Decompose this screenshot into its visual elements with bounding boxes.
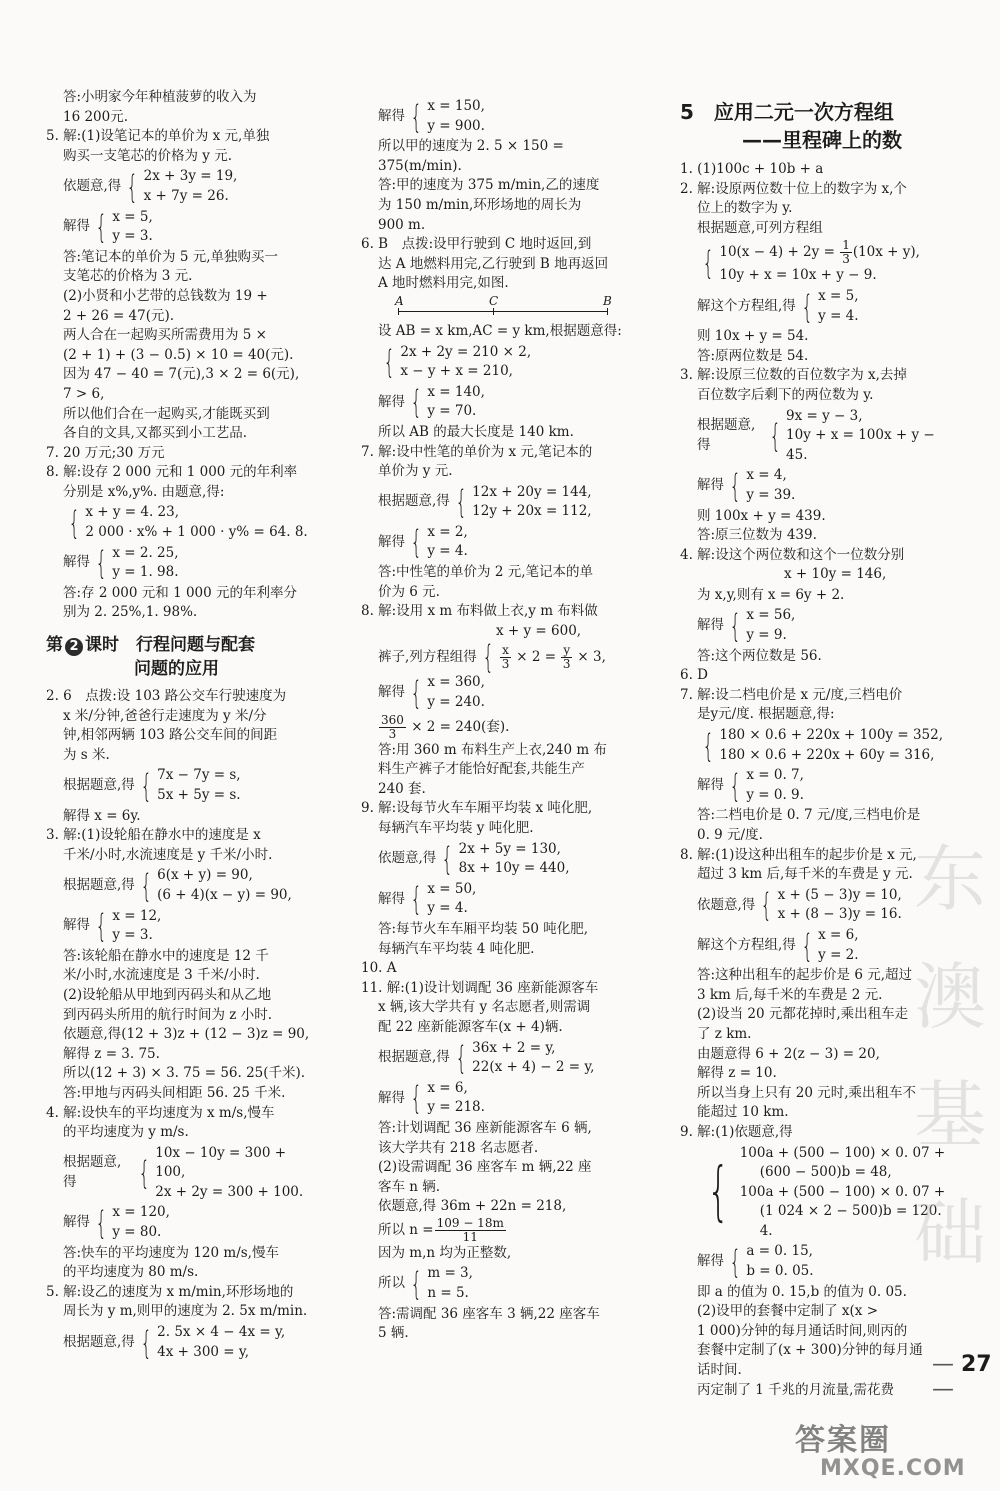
text-line: 8. 解:设用 x m 布料做上衣,y m 布料做 (361, 603, 598, 620)
text-line: 答:中性笔的单价为 2 元,笔记本的单 (378, 564, 594, 581)
point-label-c: C (489, 293, 499, 308)
text-line: 为 150 m/min,环形场地的周长为 (378, 196, 582, 213)
text-line: 所以(12 + 3) × 3. 75 = 56. 25(千米). (63, 1065, 306, 1082)
chapter-title: 5 应用二元一次方程组 ——里程碑上的数 (680, 100, 902, 152)
text-line: 各自的文具,又都买到小工艺品. (63, 425, 248, 442)
equation-system: 解得 { x = 140, y = 70. (378, 383, 485, 422)
text-line: 到丙码头所用的航行时间为 z 小时. (63, 1006, 272, 1023)
text-line: 支笔芯的价格为 3 元. (63, 268, 193, 285)
text-line: x + 10y = 146, (784, 566, 887, 583)
text-line: 答:该轮船在静水中的速度是 12 千 (63, 947, 269, 964)
text-line: 答:原三位数为 439. (697, 527, 817, 544)
equation-system: 解得 { x = 2, y = 4. (378, 523, 468, 562)
equation-system: 解得 { x = 360, y = 240. (378, 674, 485, 713)
lesson-number-badge: 2 (65, 638, 83, 656)
text-line: x + y = 600, (496, 622, 582, 639)
site-logo-url: MXQE.COM (820, 1456, 966, 1481)
text-line: 0. 9 元/度. (697, 827, 763, 843)
text-line: 8. 解:(1)设这种出租车的起步价是 x 元, (680, 846, 917, 863)
equation-system: 根据题意,得 { 7x − 7y = s, 5x + 5y = s. (63, 767, 241, 805)
text-line: 6. B 点拨:设甲行驶到 C 地时返回,到 (361, 236, 592, 253)
text-line: 为 s 米. (63, 746, 110, 763)
equation-system: 依题意,得 { 2x + 5y = 130, 8x + 10y = 440, (378, 840, 570, 879)
text-line: 4. 解:设快车的平均速度为 x m/s,慢车 (46, 1104, 275, 1121)
text-line: 分别是 x%,y%. 由题意,得: (63, 483, 225, 500)
text-line: (2)设轮船从甲地到丙码头和从乙地 (63, 986, 272, 1003)
page-number: — 27 — (932, 1352, 992, 1402)
text-line: 7 > 6, (63, 385, 105, 402)
equation-system: 解得 { x = 120, y = 80. (63, 1204, 170, 1243)
fraction: $\frac{1}{3}$ (842, 238, 850, 267)
text-line: 8. 解:设存 2 000 元和 1 000 元的年利率 (46, 464, 298, 481)
column-2 (361, 96, 630, 1344)
text-line: 答:这种出租车的起步价是 6 元,超过 (697, 967, 913, 984)
equation-system: { 10(x − 4) + 2y = $\frac{1}{3}$ (10x + y), 10y + x = 10x + y − 9. (702, 238, 920, 284)
text-line: 所以当身上只有 20 元时,乘出租车不 (697, 1084, 917, 1101)
text-line: (2)小贤和小艺带的总钱数为 19 + (63, 287, 268, 304)
equation-system: 根据题意,得 { 9x = y − 3, 10y + x = 100x + y − 45. (697, 407, 935, 463)
fraction: $\frac{360}{3}$ (381, 712, 404, 741)
text-line: 丙定制了 1 千兆的月流量,需花费 (697, 1381, 894, 1398)
text-line: 5. 解:(1)设笔记本的单价为 x 元,单独 (46, 128, 270, 145)
text-line: 达 A 地燃料用完,乙行驶到 B 地再返回 (378, 255, 609, 272)
text-line: 3. 解:(1)设轮船在静水中的速度是 x (46, 827, 261, 844)
equation-system: 根据题意,得 { 10x − 10y = 300 + 100, 2x + 2y = 300 + 100. (63, 1144, 304, 1200)
text-line: (2 + 1) + (3 − 0.5) × 10 = 40(元). (63, 346, 294, 363)
text-line: 即 a 的值为 0. 15,b 的值为 0. 05. (697, 1283, 907, 1300)
text-line: A 地时燃料用完,如图. (378, 275, 509, 292)
text-line: 了 z km. (697, 1025, 752, 1042)
text-line: 每辆汽车平均装 y 吨化肥. (378, 820, 534, 836)
text-line: 是y元/度. 根据题意,得: (697, 706, 835, 723)
equation-system: 解得 { x = 0. 7, y = 0. 9. (697, 766, 804, 805)
text-line: 所以他们合在一起购买,才能既买到 (63, 405, 270, 422)
equation-system: 解得 { x = 150, y = 900. (378, 97, 485, 136)
text-line: 所以 n = $\frac{109 - 18m}{11}$ (378, 1215, 504, 1244)
text-line: 16 200元. (63, 108, 129, 125)
watermark: 东澳基础 (914, 837, 987, 1275)
text-line: 能超过 10 km. (697, 1104, 789, 1121)
text-line: 240 套. (378, 780, 426, 797)
text-line: 该大学共有 218 名志愿者. (378, 1139, 539, 1156)
equation-system: 裤子,列方程组得 { $\frac{x}{3}$ × 2 = $\frac{y}{3}$ × 3, (378, 638, 606, 677)
text-line: 依题意,得 36m + 22n = 218, (378, 1198, 567, 1215)
equation-system: 解得 { a = 0. 15, b = 0. 05. (697, 1243, 814, 1282)
text-line: 答:二档电价是 0. 7 元/度,三档电价是 (697, 807, 921, 824)
text-line: 375(m/min). (378, 157, 462, 174)
text-line: 所以 AB 的最大长度是 140 km. (378, 423, 574, 440)
text-line: 2 + 26 = 47(元). (63, 307, 175, 324)
equation-system: 解得 { x = 4, y = 39. (697, 466, 796, 505)
equation-system: { x + y = 4. 23, 2 000 · x% + 1 000 · y% = 64. 8. (68, 504, 308, 543)
text-line: 4. 解:设这个两位数和这个一位数分别 (680, 546, 905, 563)
text-line: 3 km 后,每千米的车费是 2 元. (697, 986, 883, 1003)
text-line: 7. 解:设中性笔的单价为 x 元,笔记本的 (361, 443, 593, 460)
segment-line (398, 311, 608, 312)
text-line: 米/小时,水流速度是 3 千米/小时. (63, 967, 260, 984)
text-line: 7. 解:设二档电价是 x 元/度,三档电价 (680, 686, 903, 703)
text-line: $\frac{360}{3}$ × 2 = 240(套). (381, 712, 510, 741)
text-line: 则 10x + y = 54. (697, 328, 809, 345)
text-line: 9. 解:设每节火车车厢平均装 x 吨化肥, (361, 800, 593, 817)
text-line: 超过 3 km 后,每千米的车费是 y 元. (697, 866, 913, 883)
text-line: 11. 解:(1)设计划调配 36 座新能源客车 (361, 979, 599, 996)
text-line: 每辆汽车平均装 4 吨化肥. (378, 940, 535, 957)
equation-system: 解得 { x = 5, y = 3. (63, 208, 153, 247)
text-line: 购买一支笔芯的价格为 y 元. (63, 147, 233, 164)
text-line: 的平均速度为 80 m/s. (63, 1264, 199, 1281)
equation-system: 解得 { x = 6, y = 218. (378, 1079, 485, 1118)
text-line: (2)设甲的套餐中定制了 x(x > (697, 1303, 879, 1320)
text-line: 7. 20 万元;30 万元 (46, 444, 165, 461)
equation-system: { 180 × 0.6 + 220x + 100y = 352, 180 × 0.6 + 220x + 60y = 316, (702, 726, 944, 765)
text-line: 所以甲的速度为 2. 5 × 150 = (378, 138, 564, 155)
equation-system: 依题意,得 { 2x + 3y = 19, x + 7y = 26. (63, 167, 238, 206)
equation-system: 依题意,得 { x + (5 − 3)y = 10, x + (8 − 3)y = 16. (697, 886, 902, 925)
text-line: 2. 6 点拨:设 103 路公交车行驶速度为 (46, 688, 287, 705)
text-line: 答:这个两位数是 56. (697, 647, 822, 664)
text-line: 10. A (361, 960, 397, 977)
text-line: 解得 x = 6y. (63, 807, 141, 824)
text-line: 配 22 座新能源客车(x + 4)辆. (378, 1018, 563, 1035)
text-line: 单价为 y 元. (378, 463, 453, 480)
equation-system: 根据题意,得 { 2. 5x × 4 − 4x = y, 4x + 300 = y, (63, 1323, 286, 1362)
text-line: 周长为 y m,则甲的速度为 2. 5x m/min. (63, 1303, 308, 1320)
equation-system: 根据题意,得 { 6(x + y) = 90, (6 + 4)(x − y) = 90, (63, 866, 292, 905)
text-line: 别为 2. 25%,1. 98%. (63, 604, 198, 621)
text-line: 1. (1)100c + 10b + a (680, 161, 824, 177)
text-line: 答:需调配 36 座客车 3 辆,22 座客车 (378, 1305, 600, 1322)
point-label-b: B (603, 293, 612, 308)
equation-system: 解得 { x = 2. 25, y = 1. 98. (63, 544, 179, 583)
text-line: 2. 解:设原两位数十位上的数字为 x,个 (680, 180, 907, 197)
text-line: x 辆,该大学共有 y 名志愿者,则需调 (378, 999, 591, 1016)
equation-system: 根据题意,得 { 36x + 2 = y, 22(x + 4) − 2 = y, (378, 1039, 595, 1078)
equation-system: { 2x + 2y = 210 × 2, x − y + x = 210, (383, 343, 532, 382)
column-1 (46, 88, 316, 1363)
text-line: 答:笔记本的单价为 5 元,单独购买一 (63, 248, 279, 265)
text-line: 价为 6 元. (378, 583, 440, 600)
text-line: 答:甲的速度为 375 m/min,乙的速度 (378, 177, 600, 194)
text-line: 答:每节火车车厢平均装 50 吨化肥, (378, 920, 589, 937)
equation-system: 解得 { x = 50, y = 4. (378, 880, 477, 919)
equation-system: 解得 { x = 12, y = 3. (63, 907, 162, 946)
column-3 (680, 98, 948, 1400)
text-line: 位上的数字为 y. (697, 200, 793, 217)
segment-diagram (395, 293, 612, 322)
text-line: 答:小明家今年种植菠萝的收入为 (63, 89, 257, 105)
text-line: 客车 n 辆. (378, 1178, 441, 1195)
text-line: (2)设需调配 36 座客车 m 辆,22 座 (378, 1159, 592, 1176)
text-line: 料生产裤子才能恰好配套,共能生产 (378, 761, 585, 778)
text-line: 答:存 2 000 元和 1 000 元的年利率分 (63, 584, 298, 601)
text-line: 答:计划调配 36 座新能源客车 6 辆, (378, 1119, 592, 1136)
text-line: 则 100x + y = 439. (697, 507, 826, 524)
point-label-a: A (395, 293, 404, 308)
text-line: 5. 解:设乙的速度为 x m/min,环形场地的 (46, 1283, 294, 1300)
equation-system: 解这个方程组,得 { x = 6, y = 2. (697, 926, 859, 965)
site-logo: 答案圈 (795, 1423, 891, 1458)
text-line: 解得 z = 10. (697, 1065, 777, 1082)
text-line: 3. 解:设原三位数的百位数字为 x,去掉 (680, 367, 907, 384)
text-line: 答:快车的平均速度为 120 m/s,慢车 (63, 1244, 279, 1261)
text-line: 5 辆. (378, 1325, 409, 1342)
text-line: 解得 z = 3. 75. (63, 1045, 160, 1062)
text-line: 钟,相邻两辆 103 路公交车间的间距 (63, 727, 278, 744)
text-line: 千米/小时,水流速度是 y 千米/小时. (63, 846, 273, 863)
text-line: 900 m. (378, 216, 426, 233)
text-line: 设 AB = x km,AC = y km,根据题意得: (378, 322, 622, 339)
equation-system: 为 x,y,则有 x = 6y + 2. (697, 586, 845, 603)
equation-system: 根据题意,得 { 12x + 20y = 144, 12y + 20x = 112, (378, 483, 592, 522)
text-line: x 米/分钟,爸爸行走速度为 y 米/分 (63, 707, 267, 724)
equation-system: 所以 { m = 3, n = 5. (378, 1265, 473, 1304)
text-line: 的平均速度为 y m/s. (63, 1124, 189, 1141)
fraction: $\frac{109 - 18m}{11}$ (436, 1215, 504, 1244)
section-title: 第 2 课时 行程问题与配套 问题的应用 (46, 635, 255, 680)
text-line: 由题意得 6 + 2(z − 3) = 20, (697, 1045, 880, 1062)
text-line: 9. 解:(1)依题意,得 (680, 1123, 793, 1140)
text-line: 6. D (680, 667, 708, 684)
equation-system: { 100a + (500 − 100) × 0. 07 + (600 − 500)b = 48, 100a + (500 − 100) × 0. 07 + (1 024 × 2 − 500)b = 120. 4. (707, 1144, 946, 1239)
text-line: 依题意,得(12 + 3)z + (12 − 3)z = 90, (63, 1026, 310, 1043)
text-line: 两人合在一起购买所需费用为 5 × (63, 327, 267, 344)
text-line: 因为 47 − 40 = 7(元),3 × 2 = 6(元), (63, 366, 300, 383)
text-line: (2)设当 20 元都花掉时,乘出租车走 (697, 1006, 909, 1023)
text-line: 百位数字后剩下的两位数为 y. (697, 386, 874, 403)
text-line: 话时间. (697, 1362, 742, 1379)
text-line: 答:原两位数是 54. (697, 347, 809, 364)
equation-system: 解这个方程组,得 { x = 5, y = 4. (697, 287, 859, 326)
text-line: 答:用 360 m 布料生产上衣,240 m 布 (378, 741, 607, 758)
text-line: 答:甲地与丙码头间相距 56. 25 千米. (63, 1084, 286, 1101)
text-line: 根据题意,可列方程组 (697, 219, 823, 236)
fraction: $\frac{x}{3}$ (501, 642, 510, 671)
fraction: $\frac{y}{3}$ (562, 642, 571, 671)
text-line: 套餐中定制了(x + 300)分钟的每月通 (697, 1342, 923, 1359)
text-line: 1 000)分钟的每月通话时间,则丙的 (697, 1322, 908, 1339)
text-line: 因为 m,n 均为正整数, (378, 1244, 512, 1261)
equation-system: 解得 { x = 56, y = 9. (697, 607, 796, 646)
